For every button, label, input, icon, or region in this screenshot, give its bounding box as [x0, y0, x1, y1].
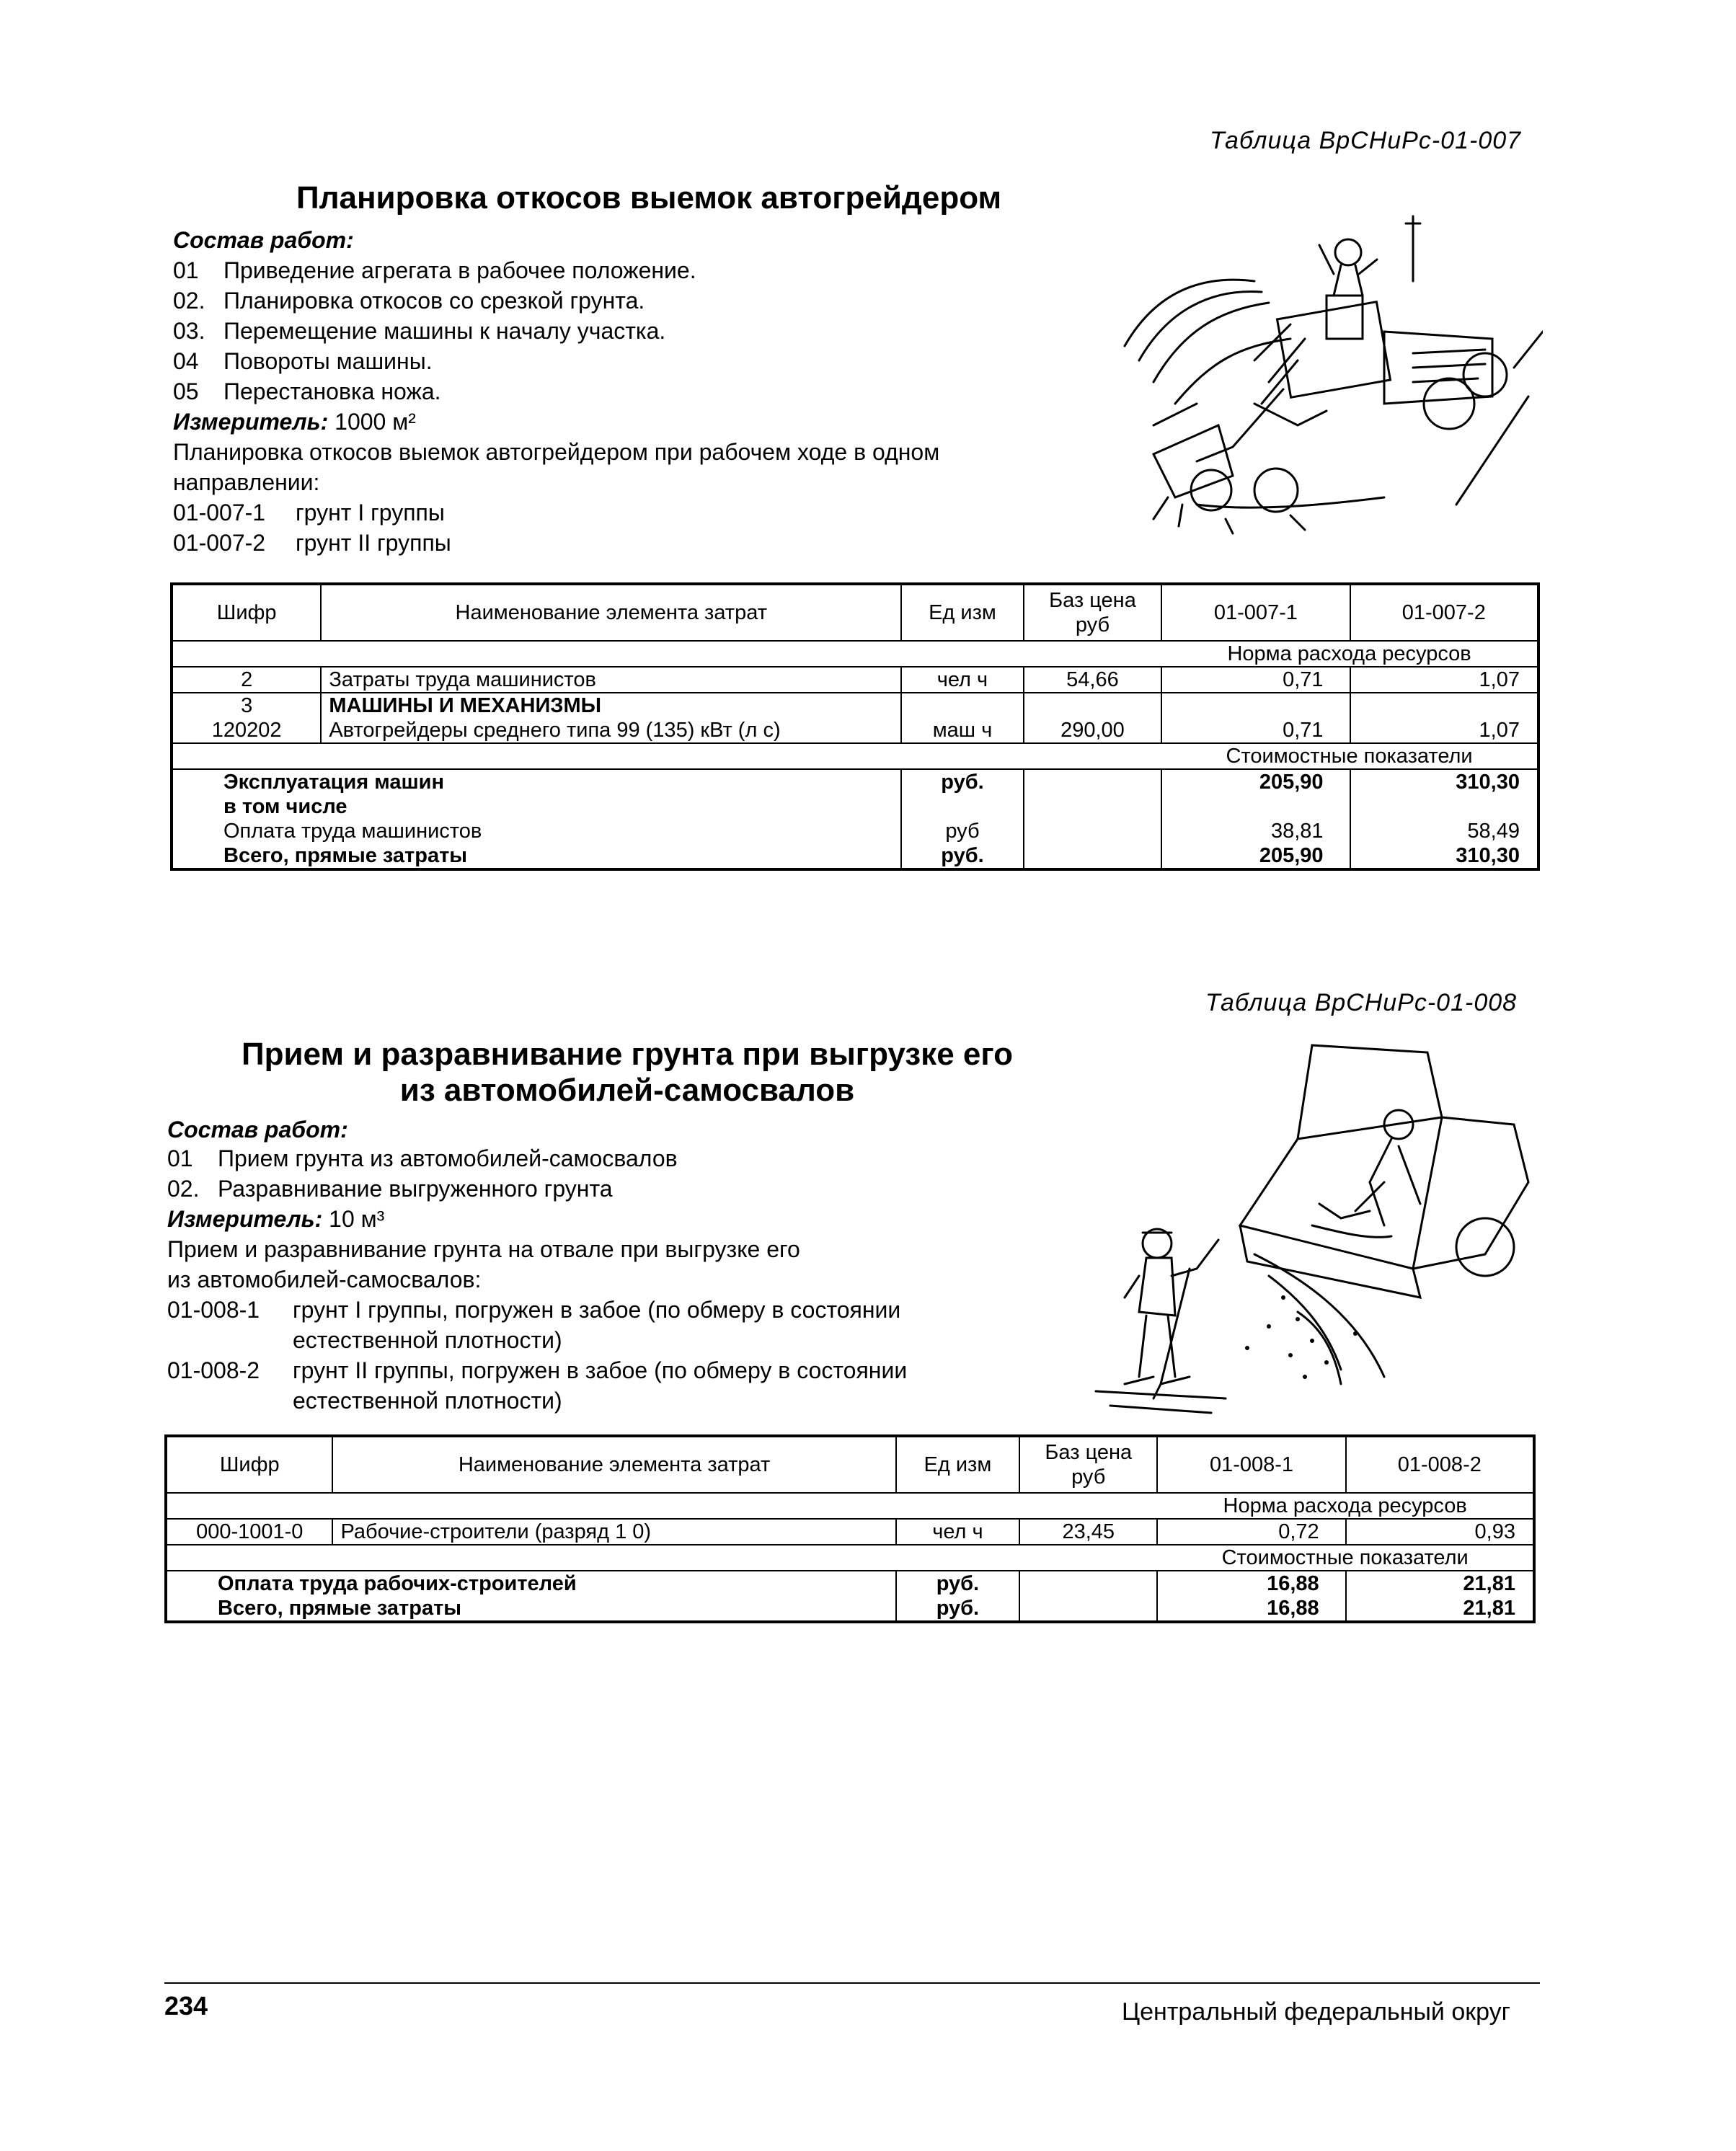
- col-header-variant-2: 01-007-2: [1350, 584, 1538, 641]
- col-header-variant-1: 01-008-1: [1157, 1436, 1345, 1493]
- variant-line-cont: естественной плотности): [293, 1388, 562, 1414]
- composition-heading: Состав работ:: [173, 227, 354, 253]
- cost-band-row: [166, 1545, 1534, 1571]
- table-row: 120202 Автогрейдеры среднего типа 99 (135) кВт (л с) маш ч 290,00 0,71 1,07: [172, 718, 1538, 743]
- col-header-code: Шифр: [166, 1436, 332, 1493]
- cost-row: Оплата труда рабочих-строителей руб. 16,88 21,81: [166, 1571, 1534, 1596]
- col-header-unit: Ед изм: [901, 584, 1024, 641]
- table-row: 2 Затраты труда машинистов чел ч 54,66 0,71 1,07: [172, 667, 1538, 693]
- col-header-price: Баз цена руб: [1024, 584, 1161, 641]
- page-number: 234: [164, 1991, 208, 2021]
- meter-line: Измеритель: 10 м³: [167, 1206, 385, 1232]
- col-header-unit: Ед изм: [896, 1436, 1020, 1493]
- work-item: 01 Приведение агрегата в рабочее положение.: [173, 257, 696, 283]
- cost-table-008: [164, 1434, 1536, 1623]
- norm-band-row: [172, 641, 1538, 667]
- cost-band-row: [172, 743, 1538, 769]
- variant-line: 01-008-1 грунт I группы, погружен в забое (по обмеру в состоянии: [167, 1297, 901, 1323]
- footer-rule: [164, 1982, 1540, 1984]
- table-row: 000-1001-0 Рабочие-строители (разряд 1 0) чел ч 23,45 0,72 0,93: [166, 1519, 1534, 1545]
- table-label-007: Таблица ВрСНиРс-01-007: [1210, 127, 1522, 154]
- works-list-007: [173, 255, 939, 558]
- work-item: 03. Перемещение машины к началу участка.: [173, 318, 666, 344]
- variant-line: 01-007-1 грунт I группы: [173, 500, 445, 525]
- work-item: 05 Перестановка ножа.: [173, 378, 441, 404]
- description-line: направлении:: [173, 469, 320, 495]
- cost-row-total: Всего, прямые затраты руб. 205,90 310,30: [172, 843, 1538, 869]
- dump-truck-illustration: [1081, 1038, 1543, 1420]
- description-line: Планировка откосов выемок автогрейдером при рабочем ходе в одном: [173, 439, 940, 465]
- variant-line: 01-007-2 грунт II группы: [173, 530, 451, 556]
- description-line: Прием и разравнивание грунта на отвале при выгрузке его: [167, 1236, 800, 1262]
- col-header-variant-1: 01-007-1: [1161, 584, 1350, 641]
- col-header-name: Наименование элемента затрат: [321, 584, 901, 641]
- section-title-line: Прием и разравнивание грунта при выгрузке его: [242, 1037, 1013, 1072]
- description-line: из автомобилей-самосвалов:: [167, 1267, 482, 1292]
- col-header-price: Баз цена руб: [1019, 1436, 1157, 1493]
- table-label-008: Таблица ВрСНиРс-01-008: [1205, 989, 1518, 1016]
- work-item: 01 Прием грунта из автомобилей-самосвалов: [167, 1145, 678, 1171]
- meter-line: Измеритель: 1000 м²: [173, 409, 416, 435]
- variant-line: 01-008-2 грунт II группы, погружен в забое (по обмеру в состоянии: [167, 1357, 908, 1383]
- cost-row: Эксплуатация машин руб. 205,90 310,30: [172, 769, 1538, 794]
- norm-band-label: Норма расхода ресурсов: [1161, 641, 1538, 667]
- work-item: 02. Разравнивание выгруженного грунта: [167, 1176, 613, 1202]
- norm-band-row: [166, 1493, 1534, 1519]
- variant-line-cont: естественной плотности): [293, 1327, 562, 1353]
- table-header-row: [166, 1436, 1534, 1493]
- cost-row-total: Всего, прямые затраты руб. 16,88 21,81: [166, 1596, 1534, 1622]
- footer-region: Центральный федеральный округ: [1122, 1998, 1511, 2026]
- section-title-line: из автомобилей-самосвалов: [399, 1073, 855, 1108]
- motor-grader-illustration: [1110, 187, 1543, 548]
- section-title-007: Планировка откосов выемок автогрейдером: [296, 180, 1002, 216]
- cost-band-label: Стоимостные показатели: [1161, 743, 1538, 769]
- section-title-008: [173, 1037, 1081, 1109]
- work-item: 04 Повороты машины.: [173, 348, 433, 374]
- cost-row: Оплата труда машинистов руб 38,81 58,49: [172, 819, 1538, 843]
- col-header-code: Шифр: [172, 584, 321, 641]
- composition-heading: Состав работ:: [167, 1117, 348, 1143]
- table-row: 3 МАШИНЫ И МЕХАНИЗМЫ: [172, 693, 1538, 718]
- cost-table-007: [170, 582, 1540, 871]
- norm-band-label: Норма расхода ресурсов: [1157, 1493, 1534, 1519]
- table-header-row: [172, 584, 1538, 641]
- col-header-name: Наименование элемента затрат: [332, 1436, 895, 1493]
- cost-row: в том числе: [172, 794, 1538, 819]
- cost-band-label: Стоимостные показатели: [1157, 1545, 1534, 1571]
- works-list-008: [167, 1143, 907, 1416]
- col-header-variant-2: 01-008-2: [1346, 1436, 1534, 1493]
- work-item: 02. Планировка откосов со срезкой грунта.: [173, 288, 645, 314]
